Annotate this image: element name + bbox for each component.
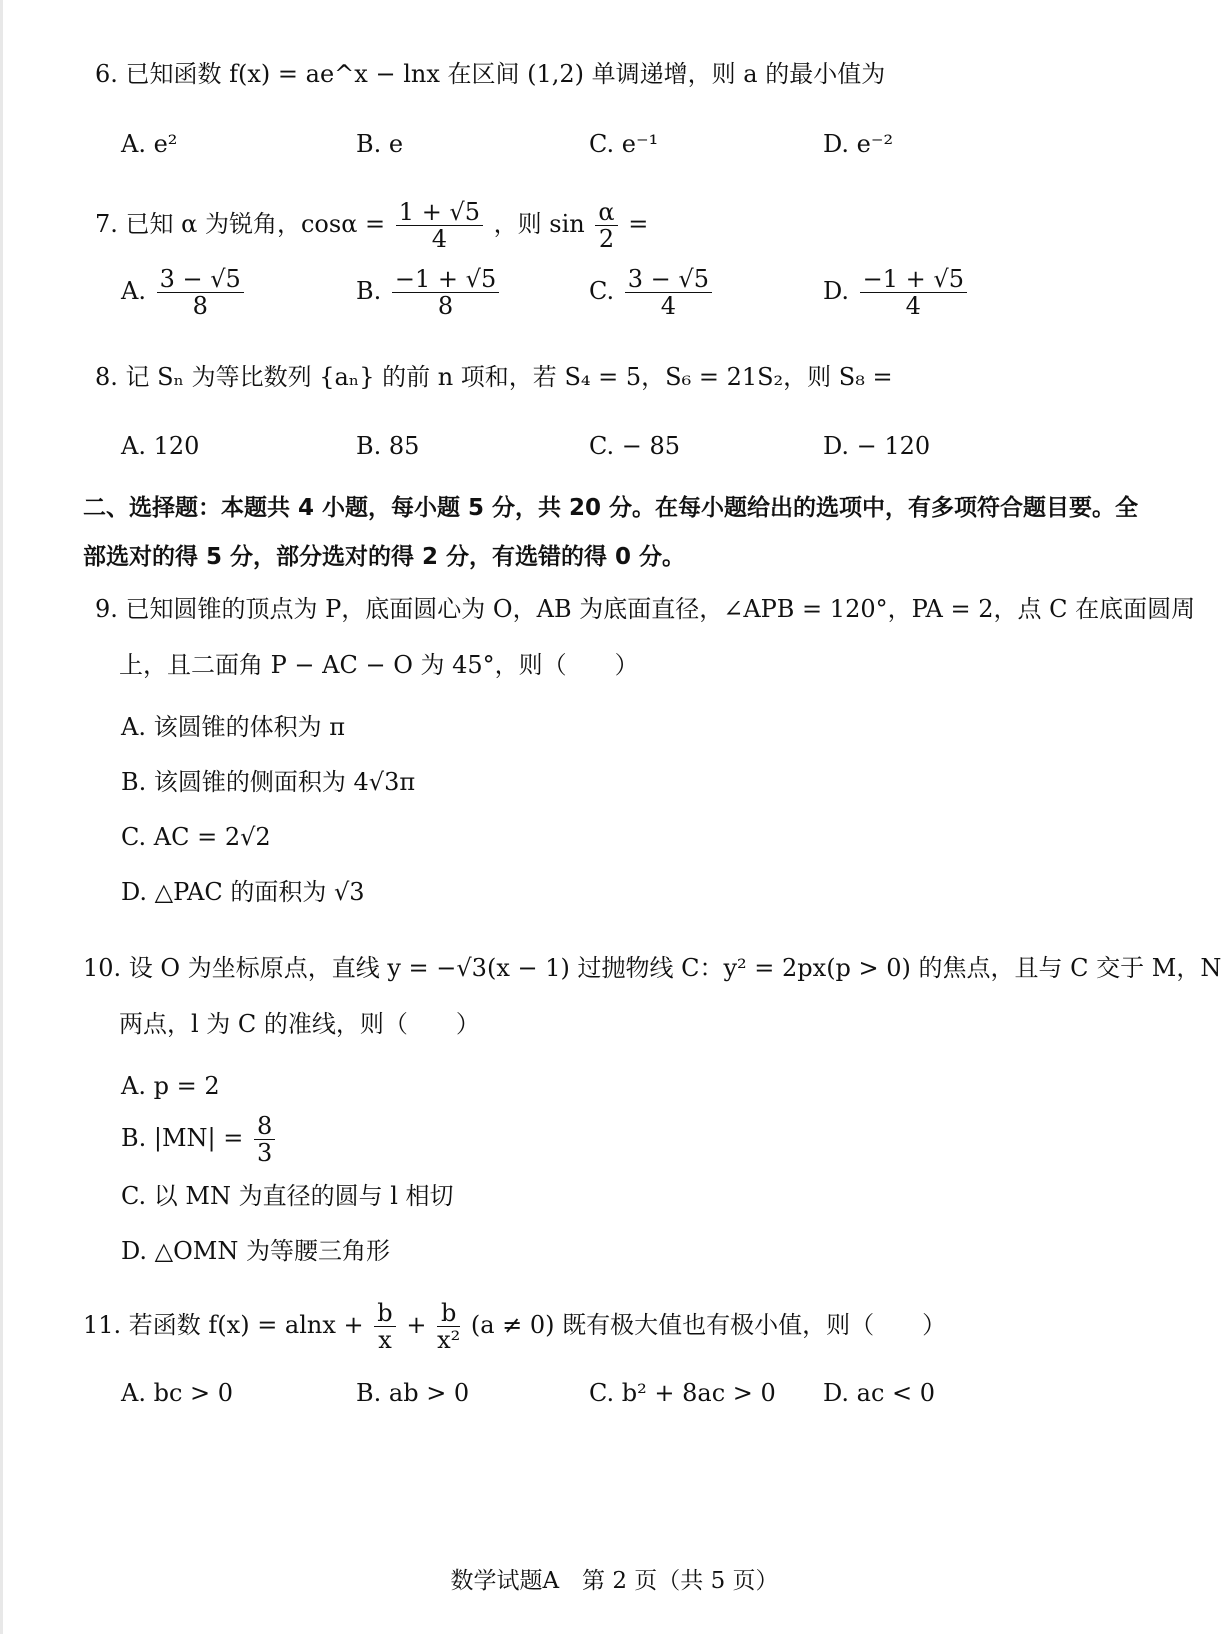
q6-option-d: D. e⁻² [823, 130, 894, 158]
q11-option-c: C. b² + 8ac > 0 [589, 1379, 776, 1407]
q7-half-denominator: 2 [598, 225, 615, 253]
q10-option-b-denominator: 3 [257, 1139, 273, 1167]
q7-option-a-fraction [157, 266, 244, 319]
q7-option-a-label: A. [121, 277, 146, 305]
q11-option-d: D. ac < 0 [823, 1379, 936, 1407]
q7-option-c-label: C. [589, 277, 615, 305]
q7-option-c-denominator: 4 [660, 292, 677, 320]
q10-option-b-fraction [254, 1113, 275, 1166]
q11-fraction-2-numerator: b [437, 1300, 460, 1327]
q7-option-c-fraction [625, 266, 712, 319]
q10-option-b [121, 1113, 278, 1166]
q7-cos-denominator: 4 [431, 225, 448, 253]
page-edge [0, 0, 3, 1634]
q9-stem-line2: 上，且二面角 P − AC − O 为 45°，则（ ） [119, 651, 639, 679]
q7-cos-numerator: 1 + √5 [396, 199, 483, 226]
q10-stem-line2: 两点，l 为 C 的准线，则（ ） [119, 1010, 480, 1038]
q10-option-b-numerator: 8 [254, 1113, 275, 1140]
q7-stem [95, 199, 648, 252]
q10-stem-line1: 10. 设 O 为坐标原点，直线 y = −√3(x − 1) 过抛物线 C：y² = 2px(p > 0) 的焦点，且与 C 交于 M，N [83, 954, 1222, 982]
q7-option-d [823, 266, 970, 319]
q11-fraction-1 [374, 1300, 395, 1353]
section2-header-line2: 部选对的得 5 分，部分选对的得 2 分，有选错的得 0 分。 [83, 544, 686, 570]
q7-option-a-denominator: 8 [192, 292, 208, 320]
q8-stem: 8. 记 Sₙ 为等比数列 {aₙ} 的前 n 项和，若 S₄ = 5，S₆ = 21S₂，则 S₈ = [95, 363, 893, 391]
q10-option-d: D. △OMN 为等腰三角形 [121, 1237, 390, 1265]
q6-option-a: A. e² [121, 130, 178, 158]
q7-stem-part-c: = [628, 210, 649, 238]
q7-stem-part-a: 7. 已知 α 为锐角，cosα = [95, 210, 386, 238]
q10-option-a: A. p = 2 [121, 1072, 220, 1100]
q7-half-numerator: α [595, 199, 617, 226]
q7-cos-fraction [396, 199, 483, 252]
q9-option-c: C. AC = 2√2 [121, 823, 271, 851]
q9-option-d: D. △PAC 的面积为 √3 [121, 878, 365, 906]
q7-half-angle-fraction [595, 199, 617, 252]
q7-option-b-denominator: 8 [437, 292, 454, 320]
q7-option-c-numerator: 3 − √5 [625, 266, 712, 293]
q11-stem-part-a: 11. 若函数 f(x) = alnx + [83, 1311, 364, 1339]
page-footer: 数学试题A 第 2 页（共 5 页） [450, 1568, 779, 1594]
q10-option-c: C. 以 MN 为直径的圆与 l 相切 [121, 1182, 454, 1210]
q9-stem-line1: 9. 已知圆锥的顶点为 P，底面圆心为 O，AB 为底面直径，∠APB = 120°，PA = 2，点 C 在底面圆周 [95, 595, 1196, 623]
q11-fraction-1-numerator: b [374, 1300, 395, 1327]
q7-option-b-numerator: −1 + √5 [392, 266, 499, 293]
q8-option-b: B. 85 [356, 432, 420, 460]
q7-option-d-label: D. [823, 277, 850, 305]
q7-stem-part-b: ，则 sin [493, 210, 585, 238]
q6-stem: 6. 已知函数 f(x) = ae^x − lnx 在区间 (1,2) 单调递增，则 a 的最小值为 [95, 60, 886, 88]
q11-plus-sign: + [406, 1311, 427, 1339]
q7-option-d-fraction [860, 266, 967, 319]
q6-option-c: C. e⁻¹ [589, 130, 659, 158]
q7-option-d-numerator: −1 + √5 [860, 266, 967, 293]
q7-option-b-label: B. [356, 277, 382, 305]
q7-option-b [356, 266, 502, 319]
q7-option-b-fraction [392, 266, 499, 319]
q11-option-b: B. ab > 0 [356, 1379, 470, 1407]
q8-option-c: C. − 85 [589, 432, 681, 460]
q6-option-b: B. e [356, 130, 404, 158]
q11-fraction-1-denominator: x [378, 1326, 392, 1354]
q11-fraction-2 [437, 1300, 460, 1353]
q8-option-a: A. 120 [121, 432, 200, 460]
q11-stem-part-b: (a ≠ 0) 既有极大值也有极小值，则（ ） [470, 1311, 947, 1339]
section2-header-line1: 二、选择题：本题共 4 小题，每小题 5 分，共 20 分。在每小题给出的选项中，有多项符合题目要。全 [83, 495, 1139, 521]
q7-option-d-denominator: 4 [905, 292, 921, 320]
q10-option-b-label: B. |MN| = [121, 1124, 244, 1152]
q7-option-a-numerator: 3 − √5 [157, 266, 244, 293]
q8-option-d: D. − 120 [823, 432, 931, 460]
q9-option-b: B. 该圆锥的侧面积为 4√3π [121, 768, 416, 796]
q7-option-a [121, 266, 247, 319]
q9-option-a: A. 该圆锥的体积为 π [121, 713, 345, 741]
q11-stem [83, 1300, 946, 1353]
q11-fraction-2-denominator: x² [437, 1326, 461, 1354]
q11-option-a: A. bc > 0 [121, 1379, 234, 1407]
q7-option-c [589, 266, 715, 319]
